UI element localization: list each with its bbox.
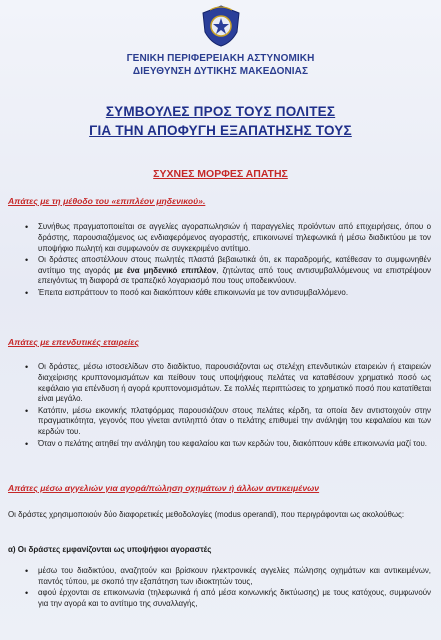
list-item: • μέσω του διαδικτύου, αναζητούν και βρίσκουν ηλεκτρονικές αγγελίες πώλησης οχημάτων και αντικειμένων, παντός τύπου, με σκοπό την εξαπάτηση των ιδιοκτητών τους, — [0, 566, 441, 588]
bullet-list-ads — [0, 566, 441, 610]
emphasis-text: με ένα μηδενικό επιπλέον — [114, 265, 217, 275]
list-item-text: Οι δράστες αποστέλλουν στους πωλητές πλαστά βεβαιωτικά ότι, εκ παραδρομής, κατέθεσαν το συμφωνηθέν αντίτιμο της αγοράς — [38, 254, 431, 275]
subheading-buyers: α) Οι δράστες εμφανίζονται ως υποψήφιοι αγοραστές — [8, 545, 212, 554]
list-item: • Όταν ο πελάτης αιτηθεί την ανάληψη του κεφαλαίου και των κερδών του, διακόπτουν κάθε επικοινωνία μαζί του. — [0, 439, 441, 450]
bullet-list-investment — [0, 362, 441, 450]
list-item: • αφού έρχονται σε επικοινωνία (τηλεφωνικά ή από μέσα κοινωνικής δικτύωσης) με τους κατόχους, συμφωνούν για την αγορά και το αντίτιμο της συναλλαγής, — [0, 588, 441, 610]
section-intro: Οι δράστες χρησιμοποιούν δύο διαφορετικές μεθοδολογίες (modus operandi), που περιγράφονται ως ακολούθως: — [8, 510, 405, 519]
list-item: • Έπειτα εισπράττουν το ποσό και διακόπτουν κάθε επικοινωνία με τον αντισυμβαλλόμενο. — [0, 288, 441, 299]
organization-name: ΓΕΝΙΚΗ ΠΕΡΙΦΕΡΕΙΑΚΗ ΑΣΤΥΝΟΜΙΚΗ — [126, 53, 315, 64]
police-emblem-icon — [198, 4, 244, 48]
directorate-name: ΔΙΕΥΘΥΝΣΗ ΔΥΤΙΚΗΣ ΜΑΚΕΔΟΝΙΑΣ — [132, 66, 309, 77]
page-title-line1: ΣΥΜΒΟΥΛΕΣ ΠΡΟΣ ΤΟΥΣ ΠΟΛΙΤΕΣ — [105, 104, 336, 119]
list-item: • Οι δράστες, μέσω ιστοσελίδων στο διαδίκτυο, παρουσιάζονται ως στελέχη επενδυτικών εταιρειών ή εταιρειών διαχείρισης κρυπτονομισμάτων και πείθουν τους υποψήφιους πελάτες να καταθέσουν χρηματικό ποσό ως κεφάλαιο για επένδυση ή αγορά κρυπτονομισμάτων. Σε πολλές περιπτώσεις το χρηματικό ποσό που κατατίθεται είναι μεγάλο. — [0, 362, 441, 405]
list-item: • Συνήθως πραγματοποιείται σε αγγελίες αγοραπωλησιών ή παραγγελίες προϊόντων από επιχειρήσεις, όπου ο δράστης, παρουσιαζόμενος ως ενδιαφερόμενος αγοραστής, επικοινωνεί τηλεφωνικά ή μέσω διαδικτύου με τον υποψήφιο πωλητή και συμφωνούν σε συγκεκριμένο αντίτιμο. — [0, 222, 441, 254]
list-item-text: , ζητώντας από τους αντισυμβαλλόμενους να επιστρέψουν επειγόντως τη διαφορά σε τραπεζικό λογαριασμό που τους υποδεικνύουν. — [38, 265, 431, 286]
section-heading-extra-zero: Απάτες με τη μέθοδο του «επιπλέον μηδενικού». — [8, 196, 206, 206]
section-heading-investment: Απάτες με επενδυτικές εταιρείες — [8, 337, 139, 347]
list-item — [0, 255, 441, 287]
section-subtitle: ΣΥΧΝΕΣ ΜΟΡΦΕΣ ΑΠΑΤΗΣ — [153, 168, 288, 180]
page-title-line2: ΓΙΑ ΤΗΝ ΑΠΟΦΥΓΗ ΕΞΑΠΑΤΗΣΗΣ ΤΟΥΣ — [89, 123, 352, 138]
bullet-list-extra-zero — [0, 222, 441, 299]
section-heading-ads: Απάτες μέσω αγγελιών για αγορά/πώληση οχημάτων ή άλλων αντικειμένων — [8, 483, 320, 493]
list-item: • Κατόπιν, μέσω εικονικής πλατφόρμας παρουσιάζουν στους πελάτες κέρδη, τα οποία δεν αντιστοιχούν στην πραγματικότητα, γεγονός που γίνεται αντιληπτό όταν ο πελάτης επιθυμεί την ανάληψη του κεφαλαίου και των κερδών του. — [0, 406, 441, 438]
